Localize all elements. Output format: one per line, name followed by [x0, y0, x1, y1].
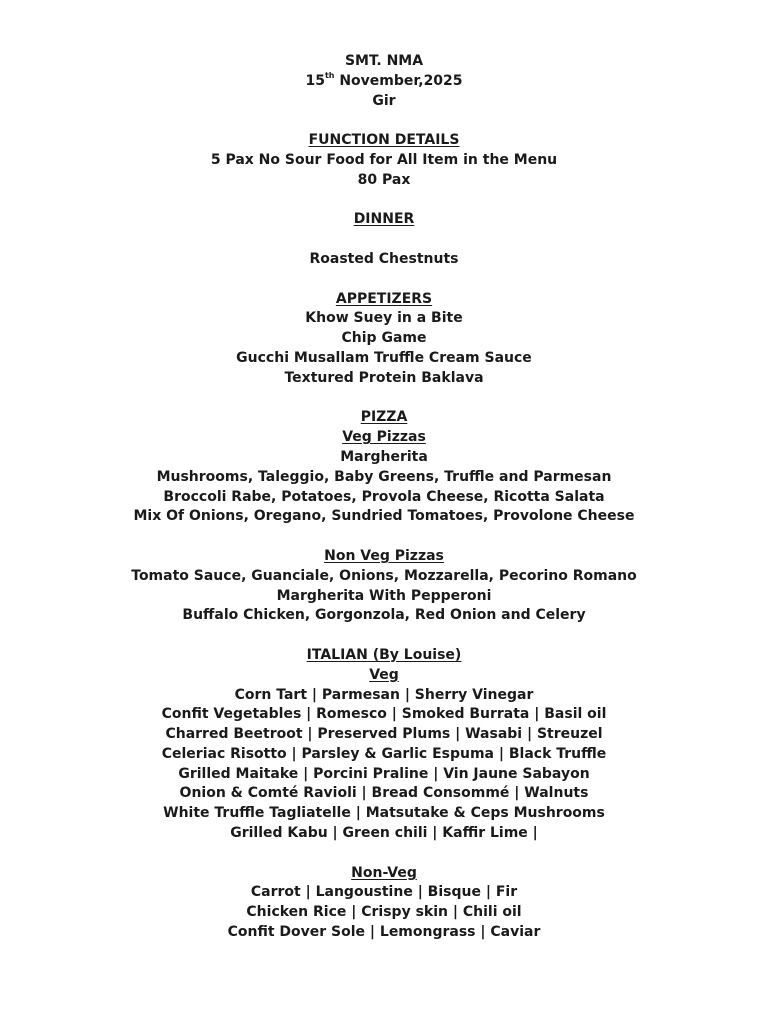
- italian-heading: ITALIAN (By Louise): [306, 646, 462, 663]
- date-day: 15: [305, 72, 325, 89]
- function-detail-line: 80 Pax: [357, 171, 411, 188]
- nonveg-pizza-item: Margherita With Pepperoni: [276, 587, 492, 604]
- appetizer-item: Chip Game: [341, 330, 427, 347]
- nonveg-pizza-item: Tomato Sauce, Guanciale, Onions, Mozzarella, Pecorino Romano: [131, 567, 637, 584]
- appetizer-item: Gucchi Musallam Truffle Cream Sauce: [236, 349, 532, 366]
- dinner-item: Roasted Chestnuts: [309, 250, 459, 267]
- italian-nonveg-heading: Non-Veg: [351, 864, 417, 881]
- italian-veg-heading: Veg: [369, 666, 399, 683]
- function-detail-line: 5 Pax No Sour Food for All Item in the Menu: [210, 151, 558, 168]
- veg-pizza-item: Broccoli Rabe, Potatoes, Provola Cheese, Ricotta Salata: [163, 488, 605, 505]
- italian-veg-item: Charred Beetroot | Preserved Plums | Wasabi | Streuzel: [165, 726, 603, 743]
- italian-nonveg-item: Carrot | Langoustine | Bisque | Fir: [250, 884, 518, 901]
- veg-pizzas-heading: Veg Pizzas: [342, 429, 426, 446]
- veg-pizza-item: Mix Of Onions, Oregano, Sundried Tomatoes, Provolone Cheese: [133, 508, 635, 525]
- host-name: SMT. NMA: [344, 53, 424, 69]
- appetizer-item: Khow Suey in a Bite: [305, 310, 463, 327]
- italian-veg-item: Celeriac Risotto | Parsley & Garlic Espuma | Black Truffle: [161, 745, 607, 762]
- event-date: [0, 72, 768, 92]
- veg-pizza-item: Margherita: [340, 448, 428, 465]
- italian-nonveg-item: Confit Dover Sole | Lemongrass | Caviar: [227, 924, 541, 941]
- date-rest: November,2025: [334, 72, 463, 89]
- italian-veg-item: Grilled Maitake | Porcini Praline | Vin Jaune Sabayon: [178, 765, 590, 782]
- nonveg-pizzas-heading: Non Veg Pizzas: [324, 547, 444, 564]
- italian-nonveg-item: Chicken Rice | Crispy skin | Chili oil: [246, 904, 522, 921]
- italian-veg-item: White Truffle Tagliatelle | Matsutake & Ceps Mushrooms: [163, 805, 605, 822]
- dinner-heading: DINNER: [353, 211, 415, 228]
- appetizers-heading: APPETIZERS: [335, 290, 433, 307]
- nonveg-pizza-item: Buffalo Chicken, Gorgonzola, Red Onion and Celery: [182, 607, 586, 624]
- venue: Gir: [372, 92, 396, 109]
- function-details-heading: FUNCTION DETAILS: [308, 132, 460, 149]
- date-suffix: th: [324, 71, 335, 81]
- appetizer-item: Textured Protein Baklava: [284, 369, 484, 386]
- italian-veg-item: Confit Vegetables | Romesco | Smoked Burrata | Basil oil: [161, 706, 607, 723]
- italian-veg-item: Onion & Comté Ravioli | Bread Consommé | Walnuts: [179, 785, 589, 802]
- veg-pizza-item: Mushrooms, Taleggio, Baby Greens, Truffle and Parmesan: [156, 468, 612, 485]
- italian-veg-item: Corn Tart | Parmesan | Sherry Vinegar: [234, 686, 534, 703]
- italian-veg-item: Grilled Kabu | Green chili | Kaffir Lime |: [230, 825, 538, 842]
- pizza-heading: PIZZA: [360, 409, 408, 426]
